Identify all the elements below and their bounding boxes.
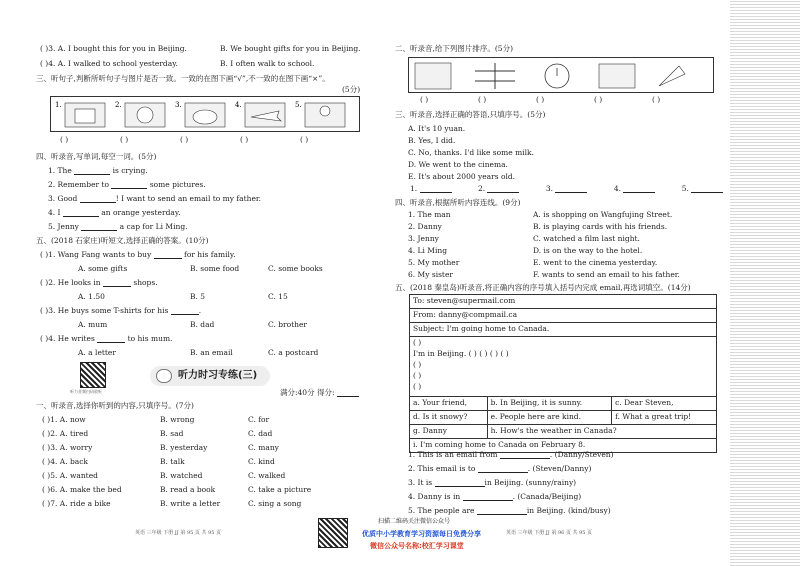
sec3-answer-5[interactable] — [691, 192, 723, 193]
fill-line-3 — [408, 478, 576, 487]
sec1-option-b-7[interactable]: B. write a letter — [160, 499, 221, 508]
pic-num-5: 5. — [295, 101, 302, 109]
sec1-option-c-6[interactable]: C. take a picture — [248, 485, 312, 494]
panda-icon — [137, 107, 153, 123]
fill-text-2: 2. This email is to — [408, 464, 476, 473]
sec2-paren-3[interactable]: ( ) — [536, 95, 545, 104]
email-opt-g: g. Danny — [410, 425, 488, 439]
headphone-icon — [156, 369, 172, 383]
postcard-icon — [415, 63, 451, 89]
sec1-option-b-6[interactable]: B. read a book — [160, 485, 216, 494]
sec4-line-2: 2. Remember to some pictures. — [48, 180, 206, 189]
sec1-question-2: ( )2. A. tired — [42, 429, 89, 438]
email-body-line-3[interactable]: ( ) — [413, 359, 422, 369]
sec3-paren-4[interactable]: ( ) — [240, 135, 249, 144]
sec3-paren-3[interactable]: ( ) — [180, 135, 189, 144]
sec5-q3-opt-a[interactable]: A. mum — [78, 320, 108, 329]
sec5-q1-opt-a[interactable]: A. some gifts — [78, 264, 128, 273]
sec3-answer-4[interactable] — [623, 192, 655, 193]
email-from: From: danny@compmail.ca — [410, 309, 717, 323]
sec1-option-b-5[interactable]: B. watched — [160, 471, 203, 480]
right-sec3-title: 三、听录音,选择正确的答语,只填序号。(5分) — [395, 110, 546, 119]
sec4-blank-4[interactable] — [63, 216, 99, 217]
sec1-question-4: ( )4. A. back — [42, 457, 88, 466]
right-sec2-title: 二、听录音,给下列图片排序。(5分) — [395, 44, 514, 53]
fill-blank-1[interactable] — [500, 458, 550, 459]
match-right-6[interactable]: F. wants to send an email to his father. — [533, 270, 680, 279]
score-blank[interactable] — [337, 396, 359, 397]
email-opt-b: b. In Beijing, it is sunny. — [487, 397, 612, 411]
sec5-q2-opt-b[interactable]: B. 5 — [190, 292, 206, 301]
promo-text: 优质中小学教育学习资源每日免费分享 — [362, 530, 481, 538]
sec4-line-3: 3. Good ! I want to send an email to my father. — [48, 194, 262, 203]
fill-text-5: 5. The people are — [408, 506, 475, 515]
sec5-q1-opt-b[interactable]: B. some food — [190, 264, 240, 273]
bottom-qr-code-icon[interactable] — [318, 518, 348, 548]
sec5-blank-3[interactable] — [171, 314, 199, 315]
fill-text-4: 4. Danny is in — [408, 492, 461, 501]
email-body — [410, 337, 717, 397]
email-opt-a: a. Your friend, — [410, 397, 488, 411]
fill-line-5 — [408, 506, 611, 515]
match-left-5[interactable]: 5. My mother — [408, 258, 460, 267]
email-opt-f: f. What a great trip! — [612, 411, 717, 425]
left-sec5-title: 五、(2018 石家庄)听短文,选择正确的答案。(10分) — [36, 236, 209, 245]
match-left-4[interactable]: 4. Li Ming — [408, 246, 448, 255]
sec1-option-c-7[interactable]: C. sing a song — [248, 499, 302, 508]
sec3-option-1: A. It's 10 yuan. — [408, 124, 466, 133]
sec5-q3: ( )3. He buys some T-shirts for his . — [40, 306, 202, 315]
special-title: 听力时习专练(三) — [178, 370, 258, 381]
match-left-1[interactable]: 1. The man — [408, 210, 451, 219]
sec5-q1: ( )1. Wang Fang wants to buy for his family. — [40, 250, 236, 259]
fill-line-1 — [408, 450, 614, 459]
left-footer: 英语 三年级 下册 JJ 第 95 页 共 95 页 — [135, 530, 222, 536]
fill-hint-5: in Beijing. (kind/busy) — [526, 506, 611, 515]
sec1-question-1: ( )1. A. now — [42, 415, 86, 424]
sec2-paren-4[interactable]: ( ) — [594, 95, 603, 104]
sec5-q1-opt-c[interactable]: C. some books — [268, 264, 323, 273]
boy-icon — [320, 106, 330, 116]
sec2-paren-5[interactable]: ( ) — [652, 95, 661, 104]
match-right-4[interactable]: D. is on the way to the hotel. — [533, 246, 643, 255]
sec1-question-5: ( )5. A. wanted — [42, 471, 98, 480]
fill-line-4 — [408, 492, 581, 501]
sec4-line-5: 5. Jenny a cap for Li Ming. — [48, 222, 188, 231]
sec3-picture-strip — [50, 96, 360, 132]
left-sec1-title: 一、听录音,选择你听到的内容,只填序号。(7分) — [36, 401, 194, 410]
email-opt-d: d. Is it snowy? — [410, 411, 488, 425]
email-to: To: steven@supermail.com — [410, 295, 717, 309]
sec4-line-4: 4. I an orange yesterday. — [48, 208, 181, 217]
sec4-line-1: 1. The is crying. — [48, 166, 148, 175]
fill-hint-1: . (Danny/Steven) — [549, 450, 614, 459]
sec3-answer-2[interactable] — [487, 192, 519, 193]
email-opt-c: c. Dear Steven, — [612, 397, 717, 411]
fill-blank-4[interactable] — [463, 500, 513, 501]
sec5-q3-opt-b[interactable]: B. dad — [190, 320, 215, 329]
sec3-paren-2[interactable]: ( ) — [120, 135, 129, 144]
sec3-option-5: E. It's about 2000 years old. — [408, 172, 516, 181]
sec1-option-c-3[interactable]: C. many — [248, 443, 279, 452]
sec4-blank-1[interactable] — [74, 174, 110, 175]
match-left-3[interactable]: 3. Jenny — [408, 234, 439, 243]
sec5-blank-2[interactable] — [103, 286, 131, 287]
left-q3: ( )3. A. I bought this for you in Beijing. — [40, 44, 187, 53]
sec3-option-2: B. Yes, I did. — [408, 136, 456, 145]
pic-num-3: 3. — [175, 101, 182, 109]
fill-text-1: 1. This is an email from — [408, 450, 498, 459]
left-sec3-score: (5分) — [342, 85, 361, 94]
qr-code-icon[interactable] — [80, 362, 106, 388]
sec2-paren-1[interactable]: ( ) — [420, 95, 429, 104]
email-body-line-2[interactable]: I'm in Beijing. ( ) ( ) ( ) ( ) — [413, 348, 509, 358]
sec5-q2: ( )2. He looks in shops. — [40, 278, 158, 287]
sec5-q4-opt-b[interactable]: B. an email — [190, 348, 233, 357]
email-body-line-1[interactable]: ( ) — [413, 338, 422, 347]
match-left-6[interactable]: 6. My sister — [408, 270, 453, 279]
sec1-option-b-2[interactable]: B. sad — [160, 429, 184, 438]
sec1-option-c-2[interactable]: C. dad — [248, 429, 273, 438]
match-right-2[interactable]: B. is playing cards with his friends. — [533, 222, 668, 231]
sec5-blank-4[interactable] — [97, 342, 125, 343]
sec1-option-b-1[interactable]: B. wrong — [160, 415, 195, 424]
email-body-line-4[interactable]: ( ) — [413, 370, 422, 380]
qr-caption: 听力音频扫码收听 — [70, 389, 102, 394]
sec5-q2-opt-a[interactable]: A. 1.50 — [78, 292, 105, 301]
sec1-question-6: ( )6. A. make the bed — [42, 485, 122, 494]
email-body-line-5[interactable]: ( ) — [413, 381, 422, 391]
email-opt-h: h. How's the weather in Canada? — [487, 425, 716, 439]
wechat-text: 微信公众号名称:校汇学习课堂 — [370, 542, 464, 550]
sec1-option-b-3[interactable]: B. yesterday — [160, 443, 208, 452]
left-sec4-title: 四、听录音,写单词,每空一词。(5分) — [36, 152, 157, 161]
people-icon — [599, 64, 635, 88]
fill-hint-3: in Beijing. (sunny/rainy) — [484, 478, 577, 487]
sec2-pictures — [409, 58, 715, 94]
sec1-option-c-5[interactable]: C. walked — [248, 471, 286, 480]
sec5-q4: ( )4. He writes to his mum. — [40, 334, 173, 343]
right-sec4-title: 四、听录音,根据所听内容连线。(9分) — [395, 198, 521, 207]
sec3-answer-row: 1. 2. 3. 4. 5. — [410, 184, 723, 193]
right-sec5-title: 五、(2018 秦皇岛)听录音,将正确内容的序号填入括号内完成 email,再选词填空。(14分) — [395, 283, 691, 292]
sec1-option-c-1[interactable]: C. for — [248, 415, 270, 424]
gift-box-icon — [75, 109, 95, 123]
fill-text-3: 3. It is — [408, 478, 433, 487]
sec2-paren-2[interactable]: ( ) — [478, 95, 487, 104]
fill-blank-5[interactable] — [477, 514, 527, 515]
pic-num-2: 2. — [115, 101, 122, 109]
sec5-q4-opt-a[interactable]: A. a letter — [78, 348, 116, 357]
left-q3-b: B. We bought gifts for you in Beijing. — [220, 44, 361, 53]
sec1-option-c-4[interactable]: C. kind — [248, 457, 275, 466]
pic-num-4: 4. — [235, 101, 242, 109]
fill-hint-4: . (Canada/Beijing) — [512, 492, 582, 501]
sec3-answer-1[interactable] — [420, 192, 452, 193]
scan-text: 扫描二维码关注微信公众号 — [378, 518, 451, 525]
left-q4-b: B. I often walk to school. — [220, 59, 315, 68]
sec5-q2-opt-c[interactable]: C. 15 — [268, 292, 288, 301]
email-subject: Subject: I'm going home to Canada. — [410, 323, 717, 337]
kite-icon — [659, 66, 685, 86]
time-score: 满分:40分 得分: — [280, 388, 359, 397]
match-right-1[interactable]: A. is shopping on Wangfujing Street. — [533, 210, 673, 219]
sec4-blank-3[interactable] — [80, 202, 116, 203]
left-q4: ( )4. A. I walked to school yesterday. — [40, 59, 178, 68]
fill-blank-2[interactable] — [478, 472, 528, 473]
sec4-blank-5[interactable] — [81, 230, 117, 231]
right-footer: 英语 三年级 下册 JJ 第 96 页 共 95 页 — [506, 530, 593, 536]
sec3-option-3: C. No, thanks. I'd like some milk. — [408, 148, 534, 157]
match-right-5[interactable]: E. went to the cinema yesterday. — [533, 258, 658, 267]
sec3-option-4: D. We went to the cinema. — [408, 160, 508, 169]
email-table — [409, 294, 717, 453]
sec5-blank-1[interactable] — [154, 258, 182, 259]
sec1-option-b-4[interactable]: B. talk — [160, 457, 185, 466]
sec3-answer-3[interactable] — [555, 192, 587, 193]
sec2-picture-strip — [408, 57, 714, 93]
binding-strip — [730, 0, 800, 566]
sec3-pictures — [51, 97, 361, 133]
sec4-blank-2[interactable] — [111, 188, 147, 189]
sec5-q3-opt-c[interactable]: C. brother — [268, 320, 308, 329]
fill-hint-2: . (Steven/Danny) — [527, 464, 592, 473]
sec5-q4-opt-c[interactable]: C. a postcard — [268, 348, 319, 357]
match-left-2[interactable]: 2. Danny — [408, 222, 442, 231]
fill-blank-3[interactable] — [435, 486, 485, 487]
match-right-3[interactable]: C. watched a film last night. — [533, 234, 640, 243]
sec3-paren-5[interactable]: ( ) — [300, 135, 309, 144]
telephone-icon — [193, 110, 217, 124]
sec1-question-7: ( )7. A. ride a bike — [42, 499, 111, 508]
fill-line-2 — [408, 464, 591, 473]
email-opt-i: i. I'm coming home to Canada on February 8. — [410, 439, 717, 453]
sec3-paren-1[interactable]: ( ) — [60, 135, 69, 144]
left-sec3-title: 三、听句子,判断所听句子与图片是否一致。一致的在图下画“√”,不一致的在图下画“×”。 — [36, 74, 330, 83]
email-opt-e: e. People here are kind. — [487, 411, 612, 425]
sec1-question-3: ( )3. A. worry — [42, 443, 93, 452]
pic-num-1: 1. — [55, 101, 62, 109]
